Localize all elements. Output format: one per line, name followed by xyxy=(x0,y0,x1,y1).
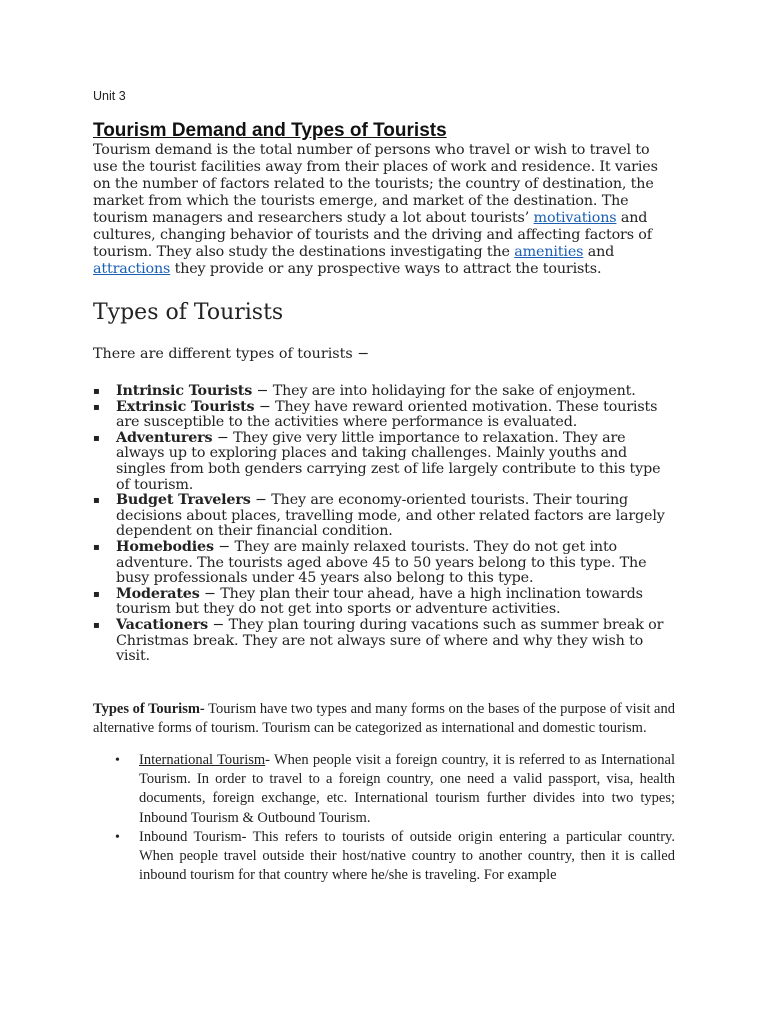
type-desc: − They are economy-oriented tourists. Their touring decisions about places, travelling mode, and other related factors are largely dependent on their financial condition. xyxy=(116,492,665,540)
list-item xyxy=(115,751,675,828)
list-item xyxy=(93,384,675,400)
type-name: Moderates xyxy=(116,585,200,602)
inbound-tourism-text: This refers to tourists of outside origin entering a particular country. When people travel outside their host/native country to another country, then it is called inbound tourism for that country where he/she is traveling. For example xyxy=(139,828,675,884)
motivations-link[interactable]: motivations xyxy=(533,210,617,226)
type-desc: − They are into holidaying for the sake of enjoyment. xyxy=(252,383,636,399)
intro-text-4: they provide or any prospective ways to attract the tourists. xyxy=(170,261,602,277)
type-desc: − They give very little importance to relaxation. They are always up to exploring places and taking challenges. Mainly youths and singles from both genders carrying zest of life largely contribute to this type of tourism. xyxy=(116,429,661,493)
square-bullet-icon: ▪ xyxy=(93,541,100,553)
intro-text-1: Tourism demand is the total number of persons who travel or wish to travel to use the tourist facilities away from their places of work and residence. It varies on the number of factors related to the tourists; the country of destination, the market from which the tourists emerge, and market of the destination. The tourism managers and researchers study a lot about tourists’ xyxy=(93,142,658,226)
page-title: Tourism Demand and Types of Tourists xyxy=(93,120,447,141)
type-name: Adventurers xyxy=(116,429,213,446)
unit-label: Unit 3 xyxy=(93,89,126,103)
types-lead-text: There are different types of tourists − xyxy=(93,346,370,362)
tourism-types-list xyxy=(93,751,675,886)
type-name: Homebodies xyxy=(116,538,214,555)
square-bullet-icon: ▪ xyxy=(93,401,100,413)
list-item xyxy=(93,618,675,665)
list-item xyxy=(93,431,675,493)
square-bullet-icon: ▪ xyxy=(93,619,100,631)
types-of-tourism-label: Types of Tourism- xyxy=(93,700,205,717)
list-item xyxy=(93,587,675,618)
type-desc: − They are mainly relaxed tourists. They do not get into adventure. The tourists aged above 45 to 50 years belong to this type. The busy professionals under 45 years also belong to this type. xyxy=(116,538,647,587)
term-dash: - xyxy=(265,751,271,768)
list-item xyxy=(115,828,675,886)
international-tourism-term: International Tourism xyxy=(139,751,266,768)
tourist-types-list xyxy=(93,384,675,665)
international-tourism-text: When people visit a foreign country, it is referred to as International Tourism. In order to travel to a foreign country, one need a valid passport, visa, health documents, foreign exchange, etc. International tourism further divides into two types; Inbound Tourism & Outbound Tourism. xyxy=(139,751,675,826)
amenities-link[interactable]: amenities xyxy=(514,244,584,260)
type-desc: − They plan touring during vacations such as summer break or Christmas break. They are not always sure of where and why they wish to visit. xyxy=(116,616,664,665)
types-of-tourists-heading: Types of Tourists xyxy=(93,300,284,325)
intro-text-3: and xyxy=(583,244,615,260)
type-desc: − They have reward oriented motivation. These tourists are susceptible to the activities where performance is evaluated. xyxy=(116,398,658,431)
type-name: Budget Travelers xyxy=(116,492,251,509)
list-item xyxy=(93,400,675,431)
types-of-tourism-paragraph xyxy=(93,700,675,739)
list-item xyxy=(93,493,675,540)
square-bullet-icon: ▪ xyxy=(93,495,100,507)
type-name: Intrinsic Tourists xyxy=(116,383,253,399)
square-bullet-icon: ▪ xyxy=(93,588,100,600)
inbound-tourism-term: Inbound Tourism xyxy=(139,828,242,845)
type-name: Vacationers xyxy=(116,616,209,633)
term-dash: - xyxy=(241,828,247,845)
types-of-tourism-text: Tourism have two types and many forms on the bases of the purpose of visit and alternative forms of tourism. Tourism can be categorized as international and domestic tourism. xyxy=(93,700,675,737)
square-bullet-icon: ▪ xyxy=(93,432,100,444)
square-bullet-icon: ▪ xyxy=(93,386,100,397)
attractions-link[interactable]: attractions xyxy=(93,261,171,277)
list-item xyxy=(93,540,675,587)
round-bullet-icon: • xyxy=(115,829,120,845)
intro-text-2: and cultures, changing behavior of tourists and the driving and affecting factors of tourism. They also study the destinations investigating the xyxy=(93,210,652,260)
intro-paragraph xyxy=(93,142,675,278)
document-page xyxy=(93,88,675,886)
type-desc: − They plan their tour ahead, have a high inclination towards tourism but they do not get into sports or adventure activities. xyxy=(116,585,643,618)
round-bullet-icon: • xyxy=(115,752,120,768)
type-name: Extrinsic Tourists xyxy=(116,398,255,415)
